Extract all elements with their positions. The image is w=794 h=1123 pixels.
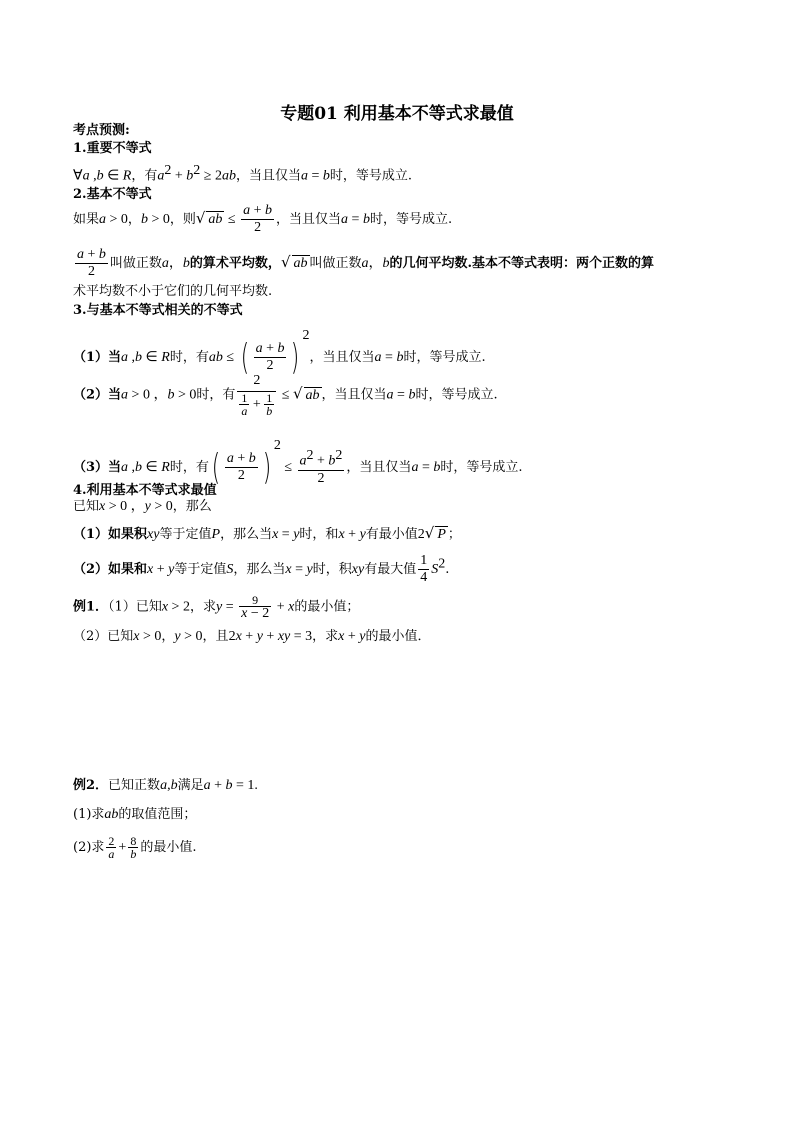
s3-heading: 3.与基本不等式相关的不等式 (73, 303, 243, 318)
s3-item1: （1）当a ,b ∈ R时，有ab ≤ ( $\frac{a + b}{2}$ )$^2$，当且仅当a = b时，等号成立. (73, 328, 486, 378)
s2-heading: 2.基本不等式 (73, 187, 152, 202)
example2-stem: 例2．已知正数a,b满足a + b = 1. (73, 778, 258, 793)
s3-item2: （2）当a > 0 ，b > 0时，有 2 $\frac{1}{a}$ + $\frac{1}{b}$ ≤ √ ab ，当且仅当a = b时，等号成立. (73, 373, 498, 418)
s2-line: 如果a > 0，b > 0，则√ ab ≤ $\frac{a + b}{2}$ ，当且仅当a = b时，等号成立. (73, 203, 453, 235)
s2-paragraph-line2: 术平均数不小于它们的几何平均数. (73, 284, 273, 299)
example1-part1: 例1．（1）已知x > 2，求y = $\frac{9}{x - 2}$ + x的最小值； (73, 593, 360, 621)
page-title: 专题01 利用基本不等式求最值 (280, 104, 514, 124)
s3-item3: （3）当a ,b ∈ R时，有( $\frac{a + b}{2}$ )$^2$ ≤ $\frac{a^2 + b^2}{2}$ ，当且仅当a = b时，等号成立. (73, 438, 523, 488)
s4-intro: 已知x > 0 ，y > 0，那么 (73, 499, 212, 514)
example1-part2: （2）已知x > 0，y > 0，且2x + y + xy = 3，求x + y的最小值． (73, 629, 431, 644)
s4-item1: （1）如果积xy等于定值P，那么当x = y时，和x + y有最小值2√ P ； (73, 524, 461, 542)
example2-q1: (1)求ab的取值范围； (73, 807, 197, 822)
s4-item2: （2）如果和x + y等于定值S，那么当x = y时，积xy有最大值 $\frac{1}{4}$ $S^2$. (73, 553, 450, 585)
s1-line: ∀a ,b ∈ R，有$a^2 + b^2 \ge 2ab$，当且仅当a = b时，等号成立. (73, 163, 413, 184)
section-heading: 考点预测: (73, 123, 130, 138)
s1-heading: 1.重要不等式 (73, 141, 152, 156)
s2-paragraph-line1: $\frac{a + b}{2}$ 叫做正数a，b的算术平均数，√ ab 叫做正数a，b的几何平均数.基本不等式表明：两个正数的算 (77, 247, 655, 279)
example2-q2: (2)求 $\frac{2}{a}$ + $\frac{8}{b}$ 的最小值. (73, 834, 197, 861)
s4-heading: 4.利用基本不等式求最值 (73, 483, 217, 498)
